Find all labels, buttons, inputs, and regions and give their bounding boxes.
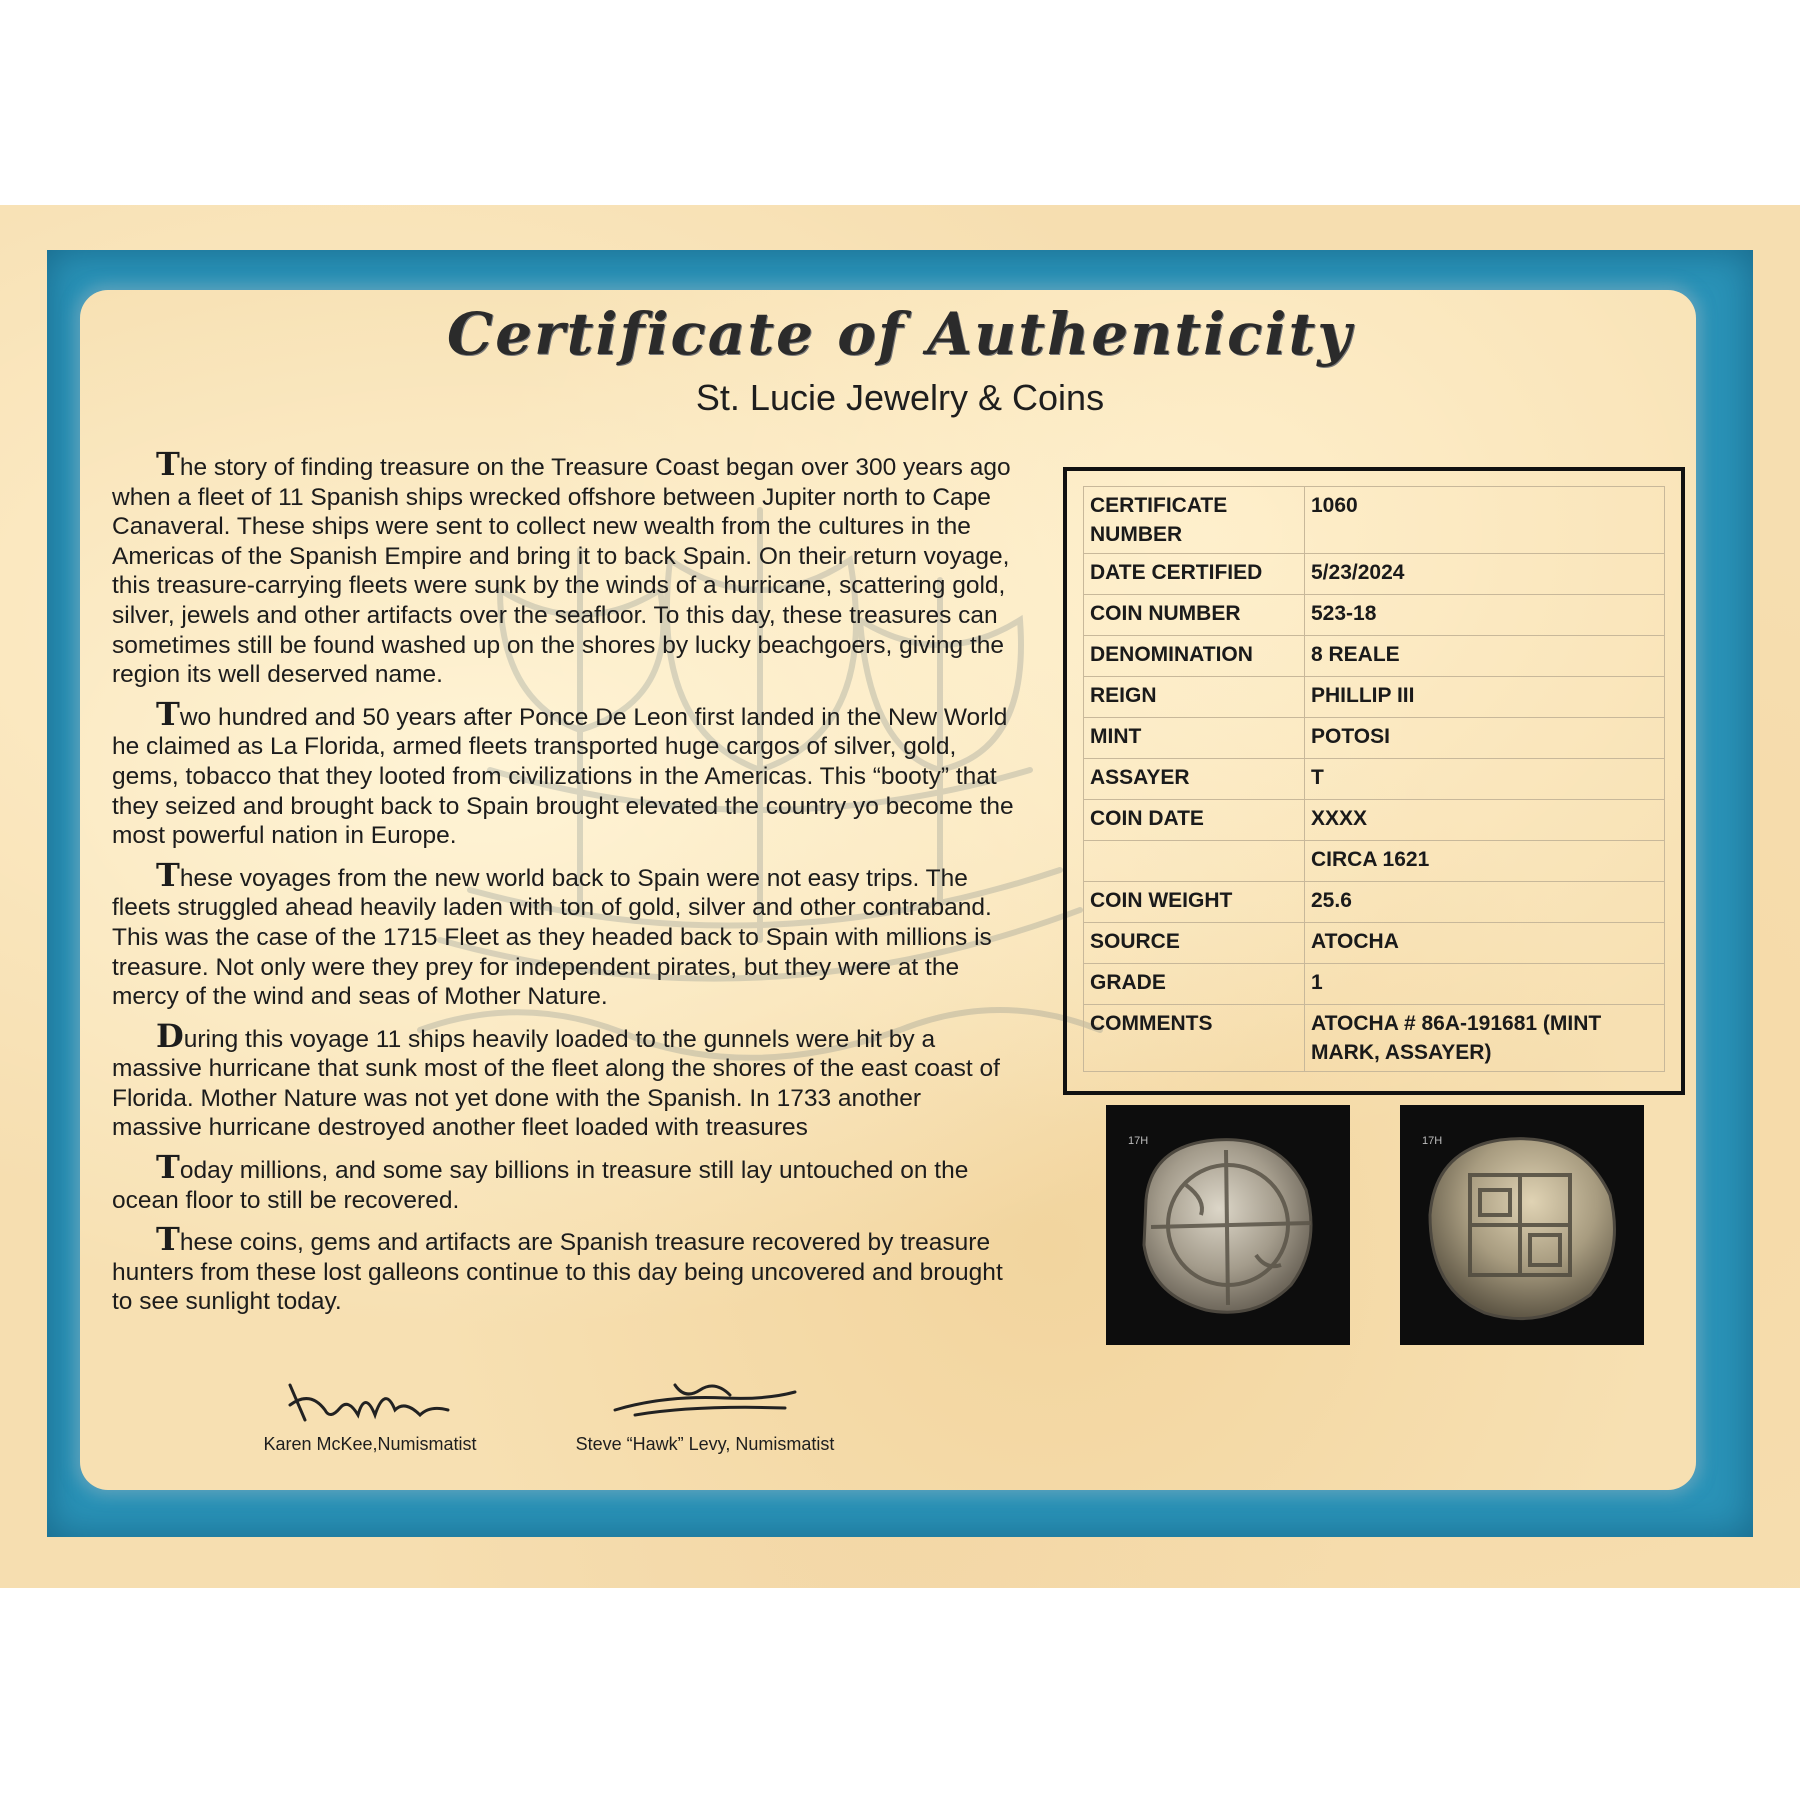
detail-label [1084,841,1305,882]
table-row [1084,800,1665,841]
detail-value: CIRCA 1621 [1305,841,1665,882]
detail-value: 5/23/2024 [1305,554,1665,595]
table-row [1084,964,1665,1005]
coin-details-box [1063,467,1685,1095]
history-paragraph: Today millions, and some say billions in treasure still lay untouched on the ocean floor to still be recovered. [112,1148,969,1214]
coin-reverse-photo [1400,1105,1644,1345]
detail-label: COIN WEIGHT [1084,882,1305,923]
detail-label: MINT [1084,718,1305,759]
detail-value: ATOCHA [1305,923,1665,964]
detail-value: 8 REALE [1305,636,1665,677]
history-paragraph: During this voyage 11 ships heavily loaded to the gunnels were hit by a massive hurricane that sunk most of the fleet along the shores of the east coast of Florida. Mother Nature was not yet done with the Spanish. In 1733 another massive hurricane destroyed another fleet loaded with treasures [112,1016,1000,1142]
history-text [112,445,1017,1327]
karen-signature-icon [270,1370,470,1430]
detail-label: COIN DATE [1084,800,1305,841]
detail-value: ATOCHA # 86A-191681 (MINT MARK, ASSAYER) [1305,1005,1665,1072]
history-paragraph: Two hundred and 50 years after Ponce De Leon first landed in the New World he claimed as La Florida, armed fleets transported huge cargos of silver, gold, gems, tobacco that they looted from civilizations in the Americas. This “booty” that they seized and brought back to Spain brought elevated the country yo become the most powerful nation in Europe. [112,694,1014,850]
steve-signature-icon [605,1370,805,1430]
detail-label: COIN NUMBER [1084,595,1305,636]
detail-label: COMMENTS [1084,1005,1305,1072]
detail-label: ASSAYER [1084,759,1305,800]
detail-label: DATE CERTIFIED [1084,554,1305,595]
detail-value: 1060 [1305,487,1665,554]
history-paragraph: These voyages from the new world back to Spain were not easy trips. The fleets struggled ahead heavily laden with ton of gold, silver and other contraband. This was the case of the 1715 Fleet as they headed back to Spain with millions is treasure. Not only were they prey for independent pirates, but they were at the mercy of the wind and seas of Mother Nature. [112,855,992,1011]
table-row [1084,759,1665,800]
table-row [1084,595,1665,636]
table-row [1084,882,1665,923]
history-paragraph: These coins, gems and artifacts are Spanish treasure recovered by treasure hunters from these lost galleons continue to this day being uncovered and brought to see sunlight today. [112,1220,1003,1316]
detail-value: 25.6 [1305,882,1665,923]
table-row [1084,636,1665,677]
table-row [1084,718,1665,759]
detail-value: XXXX [1305,800,1665,841]
table-row [1084,677,1665,718]
signer-name: Steve “Hawk” Levy, Numismatist [575,1434,835,1454]
history-paragraph: The story of finding treasure on the Treasure Coast began over 300 years ago when a fleet of 11 Spanish ships wrecked offshore between Jupiter north to Cape Canaveral. These ships were sent to collect new wealth from the cultures in the Americas of the Spanish Empire and bring it to back Spain. On their return voyage, this treasure-carrying fleets were sunk by the winds of a hurricane, scattering gold, silver, jewels and other artifacts over the seafloor. To this day, these treasures can sometimes still be found washed up on the shores by lucky beachgoers, giving the region its well deserved name. [112,445,1011,689]
table-row [1084,1005,1665,1072]
detail-value: 523-18 [1305,595,1665,636]
detail-label: REIGN [1084,677,1305,718]
photo-tag: 17H [1128,1135,1149,1147]
company-name: St. Lucie Jewelry & Coins [695,377,1105,418]
detail-label: SOURCE [1084,923,1305,964]
coin-obverse-photo [1106,1105,1350,1345]
table-row [1084,487,1665,554]
table-row [1084,841,1665,882]
photo-tag: 17H [1422,1135,1443,1147]
detail-value: 1 [1305,964,1665,1005]
detail-label: DENOMINATION [1084,636,1305,677]
detail-label: GRADE [1084,964,1305,1005]
certificate-title: Certificate of Authenticity [447,300,1353,368]
detail-value: POTOSI [1305,718,1665,759]
table-row [1084,923,1665,964]
detail-label: CERTIFICATE NUMBER [1084,487,1305,554]
table-row [1084,554,1665,595]
detail-value: PHILLIP III [1305,677,1665,718]
signer-name: Karen McKee,Numismatist [263,1434,477,1454]
detail-value: T [1305,759,1665,800]
coin-details-table [1083,486,1665,1072]
signature-block-karen [220,1370,520,1455]
signature-block-steve [545,1370,865,1455]
